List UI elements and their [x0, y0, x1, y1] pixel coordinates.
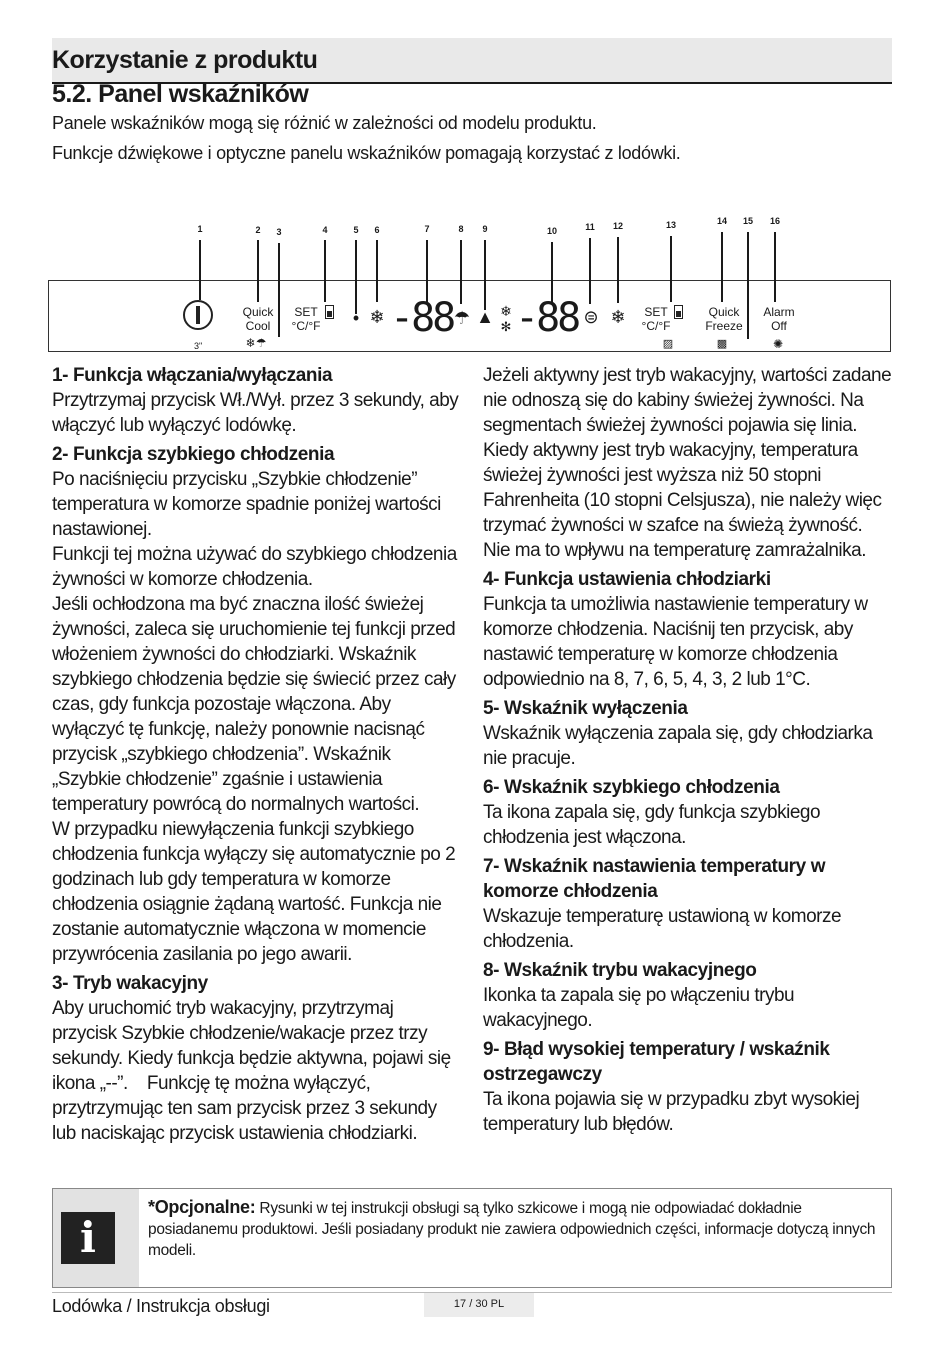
- warning-icon: ▲: [476, 307, 494, 327]
- chapter-title: Korzystanie z produktu: [52, 46, 318, 74]
- fridge-temperature-display: -88: [390, 295, 454, 341]
- section-6: [483, 775, 893, 850]
- leader-3: [278, 243, 280, 337]
- callout-4: 4: [322, 225, 328, 235]
- off-indicator-icon: •: [352, 308, 360, 328]
- power-hold-label: 3": [194, 341, 203, 351]
- section-1: [52, 363, 462, 438]
- leader-7: [426, 240, 428, 302]
- optional-note-box: [52, 1188, 892, 1288]
- callout-14: 14: [716, 216, 728, 226]
- quick-freeze-label: Quick Freeze: [705, 305, 743, 333]
- alarm-off-label: Alarm Off: [763, 305, 795, 333]
- leader-1: [199, 240, 201, 300]
- section-4-text: Funkcja ta umożliwia nastawienie temperatury w komorze chłodzenia. Naciśnij ten przycisk, aby nastawić temperaturę w komorze chłodzenia odpowiednio na 8, 7, 6, 5, 4, 3, 2 lub 1°C.: [483, 594, 868, 690]
- leader-4: [324, 240, 326, 302]
- eco-extra-icon: ⊜: [583, 307, 599, 327]
- leader-12: [617, 237, 619, 303]
- section-title: 5.2. Panel wskaźników: [52, 80, 309, 108]
- leader-8: [460, 240, 462, 304]
- callout-5: 5: [353, 225, 359, 235]
- section-5: [483, 696, 893, 771]
- section-8-text: Ikonka ta zapala się po włączeniu trybu wakacyjnego.: [483, 985, 795, 1031]
- callout-16: 16: [769, 216, 781, 226]
- intro-line-1: Panele wskaźników mogą się różnić w zależności od modelu produktu.: [52, 113, 597, 133]
- section-5-title: 5- Wskaźnik wyłączenia: [483, 698, 688, 719]
- callout-2: 2: [255, 225, 261, 235]
- snowflake-fan-icon: ❄: [500, 303, 512, 319]
- leader-2: [257, 240, 259, 302]
- section-1-text: Przytrzymaj przycisk Wł./Wył. przez 3 sekundy, aby włączyć lub wyłączyć lodówkę.: [52, 390, 459, 436]
- optional-note-text: [148, 1197, 888, 1261]
- optional-note-body: Rysunki w tej instrukcji obsługi są tylko szkicowe i mogą nie odpowiadać dokładnie posiadanemu produktowi. Jeśli posiadany produkt nie zawiera odpowiednich części, informacje dotyczą innych modeli.: [148, 1200, 876, 1259]
- section-7-title: 7- Wskaźnik nastawienia temperatury w komorze chłodzenia: [483, 856, 826, 902]
- section-3-text: Aby uruchomić tryb wakacyjny, przytrzymaj przycisk Szybkie chłodzenie/wakacje przez trzy sekundy. Kiedy funkcja będzie aktywna, pojawi się ikona „--”. Funkcję tę można wyłączyć, przytrzymując ten sam przycisk przez 3 sekundy lub naciskając przycisk ustawienia chłodziarki.: [52, 998, 456, 1144]
- leader-6: [376, 240, 378, 302]
- eco-icon: ✻: [500, 319, 512, 334]
- section-2: [52, 442, 462, 967]
- section-9-title: 9- Błąd wysokiej temperatury / wskaźnik ostrzegawczy: [483, 1039, 830, 1085]
- callout-7: 7: [424, 224, 430, 234]
- callout-10: 10: [546, 226, 558, 236]
- section-8-title: 8- Wskaźnik trybu wakacyjnego: [483, 960, 757, 981]
- optional-note-label: *Opcjonalne:: [148, 1197, 256, 1217]
- callout-13: 13: [665, 220, 677, 230]
- fridge-compartment-icon: [325, 305, 334, 319]
- leader-10: [551, 242, 553, 302]
- callout-15: 15: [742, 216, 754, 226]
- leader-5: [355, 240, 357, 314]
- section-3-continued-text: Jeżeli aktywny jest tryb wakacyjny, wartości zadane nie odnoszą się do kabiny świeżej żywności. Na segmentach świeżej żywności pojawia się linia. Kiedy aktywny jest tryb wakacyjny, temperatura świeżej żywności jest wyższa niż 50 stopni Fahrenheita (10 stopni Celsjusza), nie należy więc trzymać żywności w szafce na świeżą żywność. Nie ma to wpływu na temperaturę zamrażalnika.: [483, 365, 892, 561]
- leader-13: [670, 236, 672, 302]
- quick-cool-label: Quick Cool: [242, 305, 274, 333]
- callout-6: 6: [374, 225, 380, 235]
- section-9-text: Ta ikona pojawia się w przypadku zbyt wysokiej temperatury lub błędów.: [483, 1089, 860, 1135]
- leader-14: [721, 232, 723, 302]
- section-7-text: Wskazuje temperaturę ustawioną w komorze chłodzenia.: [483, 906, 842, 952]
- set-cf-label: SET °C/°F: [291, 305, 321, 333]
- freezer-temperature-display: -88: [515, 295, 579, 341]
- set-cf-freezer-label: SET °C/°F: [641, 305, 671, 333]
- section-2-title: 2- Funkcja szybkiego chłodzenia: [52, 444, 335, 465]
- footer-doc-title: Lodówka / Instrukcja obsługi: [52, 1296, 270, 1316]
- section-4-title: 4- Funkcja ustawienia chłodziarki: [483, 569, 771, 590]
- callout-8: 8: [458, 224, 464, 234]
- page-number: 17 / 30 PL: [424, 1293, 534, 1317]
- set-lock-icon: ▨: [662, 338, 674, 350]
- section-1-title: 1- Funkcja włączania/wyłączania: [52, 365, 333, 386]
- left-column: [52, 363, 462, 1150]
- power-button-icon: [183, 300, 213, 330]
- section-7: [483, 854, 893, 954]
- section-3-continued: [483, 363, 893, 563]
- quick-freeze-indicator-icon: ❄: [610, 307, 626, 327]
- leader-9: [484, 240, 486, 310]
- section-8: [483, 958, 893, 1033]
- leader-11: [589, 238, 591, 304]
- callout-3: 3: [276, 227, 282, 237]
- quick-cool-indicator-icon: ❄: [369, 307, 385, 327]
- section-5-text: Wskaźnik wyłączenia zapala się, gdy chłodziarka nie pracuje.: [483, 723, 873, 769]
- callout-1: 1: [197, 224, 203, 234]
- section-9: [483, 1037, 893, 1137]
- section-3: [52, 971, 462, 1146]
- leader-16: [774, 232, 776, 302]
- holiday-indicator-icon: ☂: [453, 308, 471, 328]
- intro-line-2: Funkcje dźwiękowe i optyczne panelu wskaźników pomagają korzystać z lodówki.: [52, 143, 681, 163]
- holiday-mode-icon: ❄☂: [245, 336, 267, 350]
- alarm-icon: ✺: [772, 337, 784, 351]
- callout-9: 9: [482, 224, 488, 234]
- lock-icon: ▩: [716, 338, 728, 350]
- leader-15: [747, 232, 749, 339]
- section-2-text: Po naciśnięciu przycisku „Szybkie chłodzenie” temperatura w komorze spadnie poniżej wartości nastawionej. Funkcji tej można używać do szybkiego chłodzenia żywności w komorze chłodzenia. Jeśli ochłodzona ma być znaczna ilość świeżej żywności, zaleca się uruchomienie tej funkcji przed włożeniem żywności do chłodziarki. Wskaźnik szybkiego chłodzenia będzie się świecić przez cały czas, gdy funkcja pozostaje włączona. Aby wyłączyć tę funkcję, należy ponownie nacisnąć przycisk „szybkiego chłodzenia”. Wskaźnik „Szybkie chłodzenie” zgaśnie i ustawienia temperatury powrócą do normalnych wartości. W przypadku niewyłączenia funkcji szybkiego chłodzenia funkcja wyłączy się automatycznie po 2 godzinach lub gdy temperatura w komorze chłodzenia osiągnie żądaną wartość. Funkcja nie zostanie automatycznie włączona w momencie przywrócenia zasilania po jego awarii.: [52, 469, 457, 965]
- section-3-title: 3- Tryb wakacyjny: [52, 973, 208, 994]
- callout-12: 12: [612, 221, 624, 231]
- section-6-text: Ta ikona zapala się, gdy funkcja szybkiego chłodzenia jest włączona.: [483, 802, 821, 848]
- info-icon: i: [61, 1212, 115, 1264]
- right-column: [483, 363, 893, 1141]
- section-6-title: 6- Wskaźnik szybkiego chłodzenia: [483, 777, 780, 798]
- callout-11: 11: [585, 222, 595, 232]
- freezer-compartment-icon: [674, 305, 683, 319]
- info-sidebar: [53, 1189, 139, 1287]
- section-4: [483, 567, 893, 692]
